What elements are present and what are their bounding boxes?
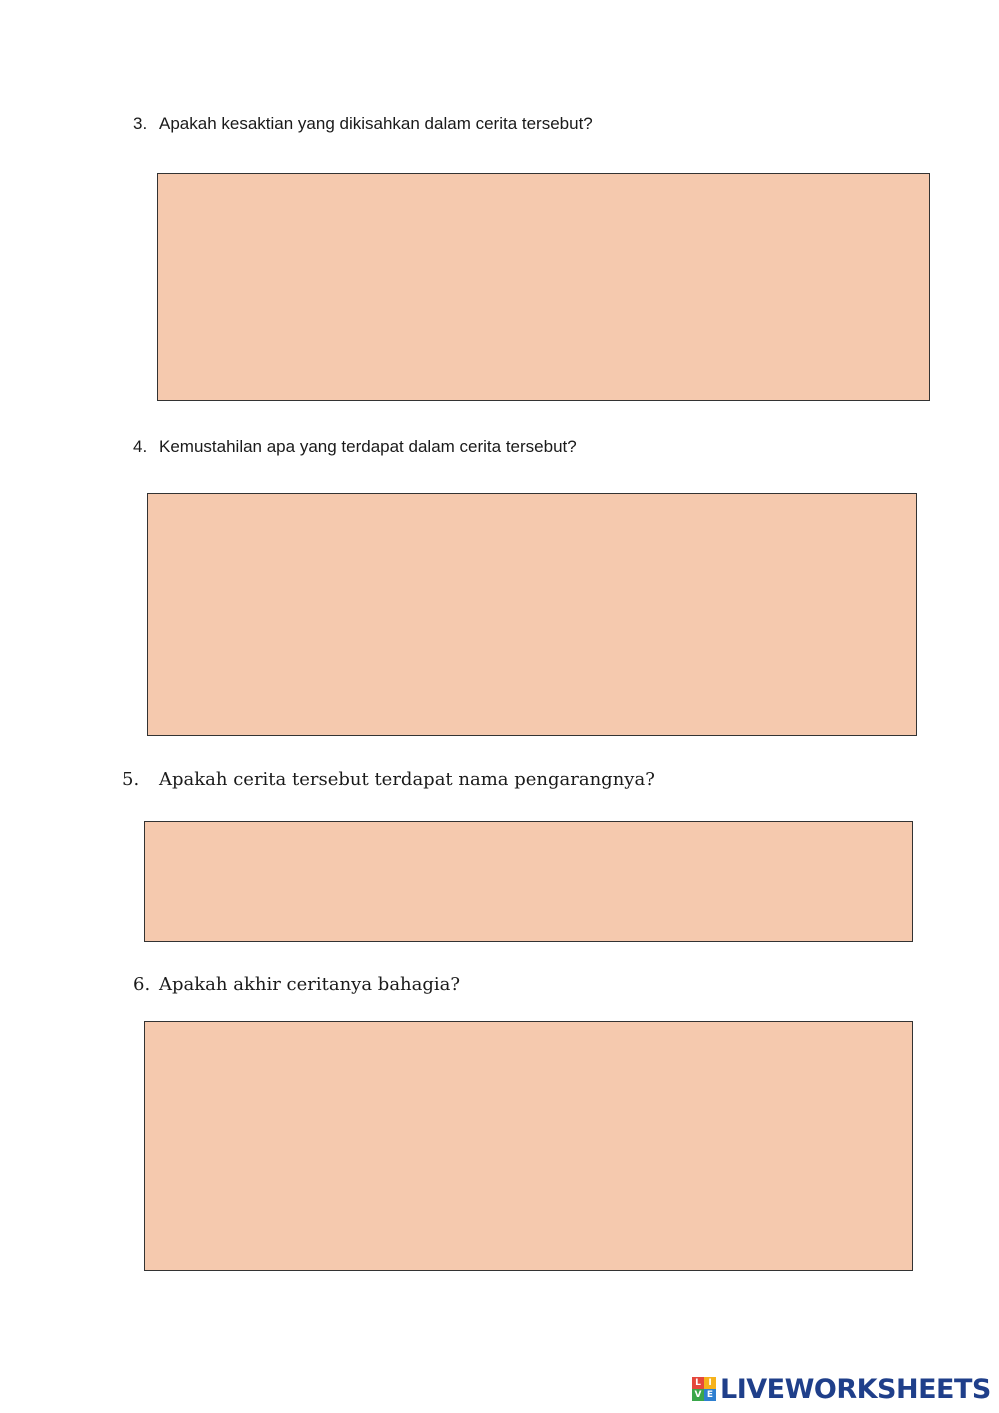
question-text: Apakah akhir ceritanya bahagia?	[159, 974, 461, 995]
question-5	[122, 769, 655, 790]
answer-box-5[interactable]	[144, 821, 913, 942]
question-number: 4.	[133, 437, 148, 456]
question-text: Kemustahilan apa yang terdapat dalam cerita tersebut?	[159, 437, 577, 456]
question-number: 3.	[133, 114, 148, 133]
question-4	[133, 437, 577, 457]
question-number: 6.	[133, 974, 151, 995]
logo-letter-l: L	[692, 1377, 704, 1389]
liveworksheets-brand	[692, 1372, 991, 1406]
liveworksheets-wordmark: LIVEWORKSHEETS	[720, 1373, 991, 1405]
question-number: 5.	[122, 769, 140, 790]
question-text: Apakah cerita tersebut terdapat nama pengarangnya?	[159, 769, 655, 790]
logo-letter-e: E	[704, 1389, 716, 1401]
question-3	[133, 114, 593, 134]
logo-letter-v: V	[692, 1389, 704, 1401]
answer-box-3[interactable]	[157, 173, 930, 401]
answer-box-6[interactable]	[144, 1021, 913, 1271]
question-text: Apakah kesaktian yang dikisahkan dalam cerita tersebut?	[159, 114, 593, 133]
logo-letter-i: I	[704, 1377, 716, 1389]
liveworksheets-logo-icon	[692, 1377, 716, 1401]
question-6	[133, 974, 460, 995]
answer-box-4[interactable]	[147, 493, 917, 736]
